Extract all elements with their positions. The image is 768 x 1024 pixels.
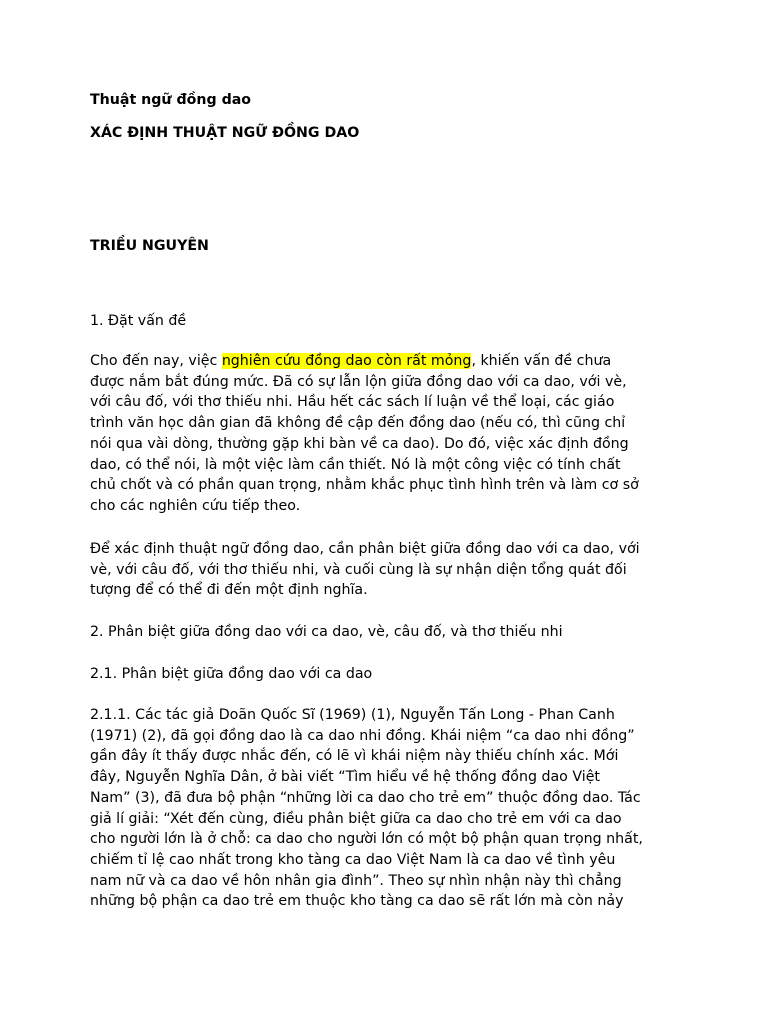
section-heading-1: 1. Đặt vấn đề [90,313,187,329]
paragraph-line: nam nữ và ca dao về hôn nhân gia đình”. Theo sự nhìn nhận này thì chẳng [90,872,622,889]
paragraph-line: cho các nghiên cứu tiếp theo. [90,497,301,514]
highlighted-text: nghiên cứu đồng dao còn rất mỏng [221,353,472,369]
paragraph-line: giả lí giải: “Xét đến cùng, điều phân biệt giữa ca dao cho trẻ em với ca dao [90,810,622,827]
paragraph-line: chiếm tỉ lệ cao nhất trong kho tàng ca dao Việt Nam là ca dao về tình yêu [90,851,616,868]
paragraph-3 [90,705,690,912]
paragraph-line: được nắm bắt đúng mức. Đã có sự lẫn lộn giữa đồng dao với ca dao, với vè, [90,373,627,390]
document-title: Thuật ngữ đồng dao [90,92,252,108]
paragraph-line: gần đây ít thấy được nhắc đến, có lẽ vì khái niệm này thiếu chính xác. Mới [90,748,619,765]
paragraph-line: Để xác định thuật ngữ đồng dao, cần phân biệt giữa đồng dao với ca dao, với [90,541,640,557]
section-heading-2-1: 2.1. Phân biệt giữa đồng dao với ca dao [90,666,373,682]
paragraph-line [90,351,690,372]
paragraph-line: tượng để có thể đi đến một định nghĩa. [90,582,368,599]
paragraph-line: 2.1.1. Các tác giả Doãn Quốc Sĩ (1969) (1), Nguyễn Tấn Long - Phan Canh [90,707,615,723]
author-name: TRIỀU NGUYÊN [90,238,209,254]
paragraph-line: vè, với câu đố, với thơ thiếu nhi, và cuối cùng là sự nhận diện tổng quát đối [90,561,627,578]
document-heading: XÁC ĐỊNH THUẬT NGỮ ĐỒNG DAO [90,125,360,141]
paragraph-line: Nam” (3), đã đưa bộ phận “những lời ca dao cho trẻ em” thuộc đồng dao. Tác [90,789,641,806]
paragraph-text: Cho đến nay, việc [90,353,222,369]
paragraph-line: đây, Nguyễn Nghĩa Dân, ở bài viết “Tìm hiểu về hệ thống đồng dao Việt [90,769,600,786]
paragraph-line: trình văn học dân gian đã không đề cập đến đồng dao (nếu có, thì cũng chỉ [90,415,626,432]
paragraph-text: , khiến vấn đề chưa [471,353,612,369]
paragraph-line: chủ chốt và có phần quan trọng, nhằm khắc phục tình hình trên và làm cơ sở [90,477,639,494]
paragraph-line: với câu đố, với thơ thiếu nhi. Hầu hết các sách lí luận về thể loại, các giáo [90,394,615,411]
paragraph-1 [90,351,690,517]
paragraph-2 [90,539,690,601]
paragraph-line: nói qua vài dòng, thường gặp khi bàn về ca dao). Do đó, việc xác định đồng [90,435,629,452]
paragraph-line: dao, có thể nói, là một việc làm cần thiết. Nó là một công việc có tính chất [90,456,621,473]
section-heading-2: 2. Phân biệt giữa đồng dao với ca dao, vè, câu đố, và thơ thiếu nhi [90,624,563,640]
paragraph-line: cho người lớn là ở chỗ: ca dao cho người lớn có một bộ phận quan trọng nhất, [90,831,643,848]
paragraph-line: những bộ phận ca dao trẻ em thuộc kho tàng ca dao sẽ rất lớn mà còn nảy [90,893,624,910]
paragraph-line: (1971) (2), đã gọi đồng dao là ca dao nhi đồng. Khái niệm “ca dao nhi đồng” [90,727,635,744]
